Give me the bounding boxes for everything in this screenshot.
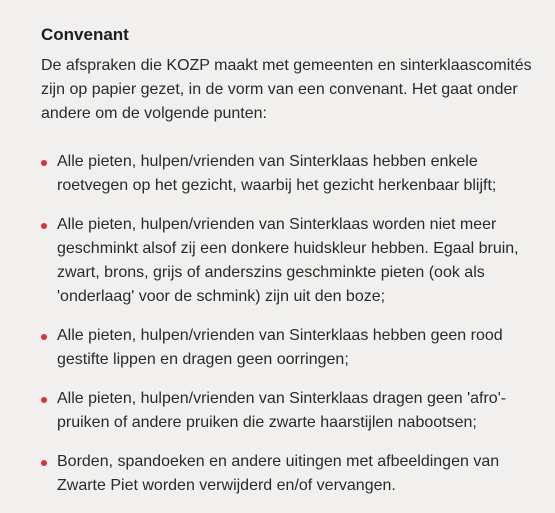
- bullet-dot-icon: [41, 460, 47, 466]
- list-item-text: Alle pieten, hulpen/vrienden van Sinterklaas worden niet meer geschminkt alsof zij een donkere huidskleur hebben. Egaal bruin, zwart, brons, grijs of anderszins geschminkte pieten (ook als 'onderlaag' voor de schmink) zijn uit den boze;: [57, 216, 519, 305]
- list-item-text: Alle pieten, hulpen/vrienden van Sinterklaas hebben enkele roetvegen op het gezicht, waarbij het gezicht herkenbaar blijft;: [57, 153, 497, 194]
- list-item-text: Alle pieten, hulpen/vrienden van Sinterklaas dragen geen 'afro'-pruiken of andere pruiken die zwarte haarstijlen nabootsen;: [57, 390, 507, 431]
- article-section: [41, 24, 541, 513]
- bullet-dot-icon: [41, 334, 47, 340]
- list-item: [41, 150, 541, 198]
- intro-paragraph: De afspraken die KOZP maakt met gemeenten en sinterklaascomités zijn op papier gezet, in de vorm van een convenant. Het gaat onder andere om de volgende punten:: [41, 57, 532, 122]
- bullet-list: [41, 150, 541, 498]
- list-item: [41, 324, 541, 372]
- list-item-text: Borden, spandoeken en andere uitingen met afbeeldingen van Zwarte Piet worden verwijderd en/of vervangen.: [57, 453, 500, 494]
- bullet-dot-icon: [41, 223, 47, 229]
- list-item: [41, 450, 541, 498]
- section-heading: Convenant: [41, 25, 129, 44]
- bullet-dot-icon: [41, 160, 47, 166]
- bullet-dot-icon: [41, 397, 47, 403]
- list-item: [41, 387, 541, 435]
- list-item: [41, 213, 541, 309]
- list-item-text: Alle pieten, hulpen/vrienden van Sinterklaas hebben geen rood gestifte lippen en dragen geen oorringen;: [57, 327, 503, 368]
